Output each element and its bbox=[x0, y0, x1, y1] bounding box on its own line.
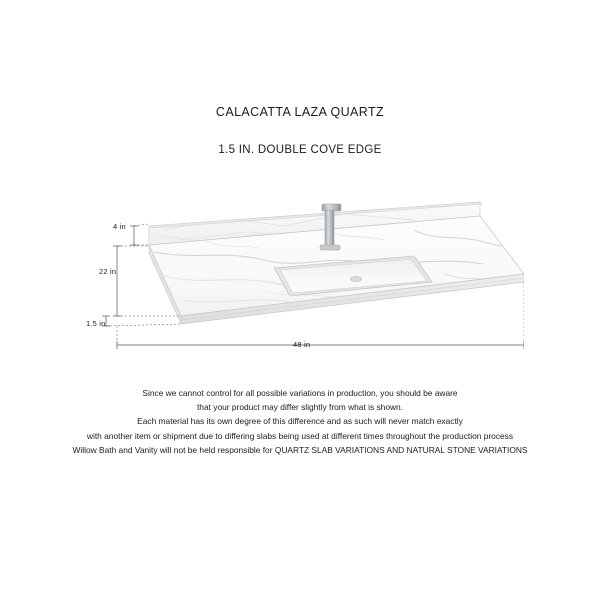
dimension-label-backsplash-height: 4 in bbox=[113, 222, 126, 231]
sink-drain bbox=[351, 276, 362, 281]
disclaimer-line-5: Willow Bath and Vanity will not be held responsible for QUARTZ SLAB VARIATIONS AND NATURAL STONE VARIATIONS bbox=[72, 444, 528, 455]
countertop-illustration bbox=[84, 190, 524, 365]
material-title: CALACATTA LAZA QUARTZ bbox=[215, 105, 385, 119]
disclaimer-line-1: Since we cannot control for all possible variations in production, you should be aware bbox=[142, 388, 458, 398]
dimension-label-width: 48 in bbox=[293, 340, 311, 349]
disclaimer-line-4: with another item or shipment due to differing slabs being used at different times throughout the production process bbox=[86, 430, 514, 441]
disclaimer-line-2: that your product may differ slightly from what is shown. bbox=[196, 402, 404, 413]
dimension-label-depth: 22 in bbox=[99, 267, 117, 276]
dimension-label-thickness: 1.5 in bbox=[86, 319, 106, 328]
disclaimer-line-3: Each material has its own degree of this difference and as such will never match exactly bbox=[137, 416, 463, 427]
title-block bbox=[0, 104, 600, 158]
edge-title: 1.5 IN. DOUBLE COVE EDGE bbox=[218, 144, 382, 156]
disclaimer-text bbox=[0, 386, 600, 457]
